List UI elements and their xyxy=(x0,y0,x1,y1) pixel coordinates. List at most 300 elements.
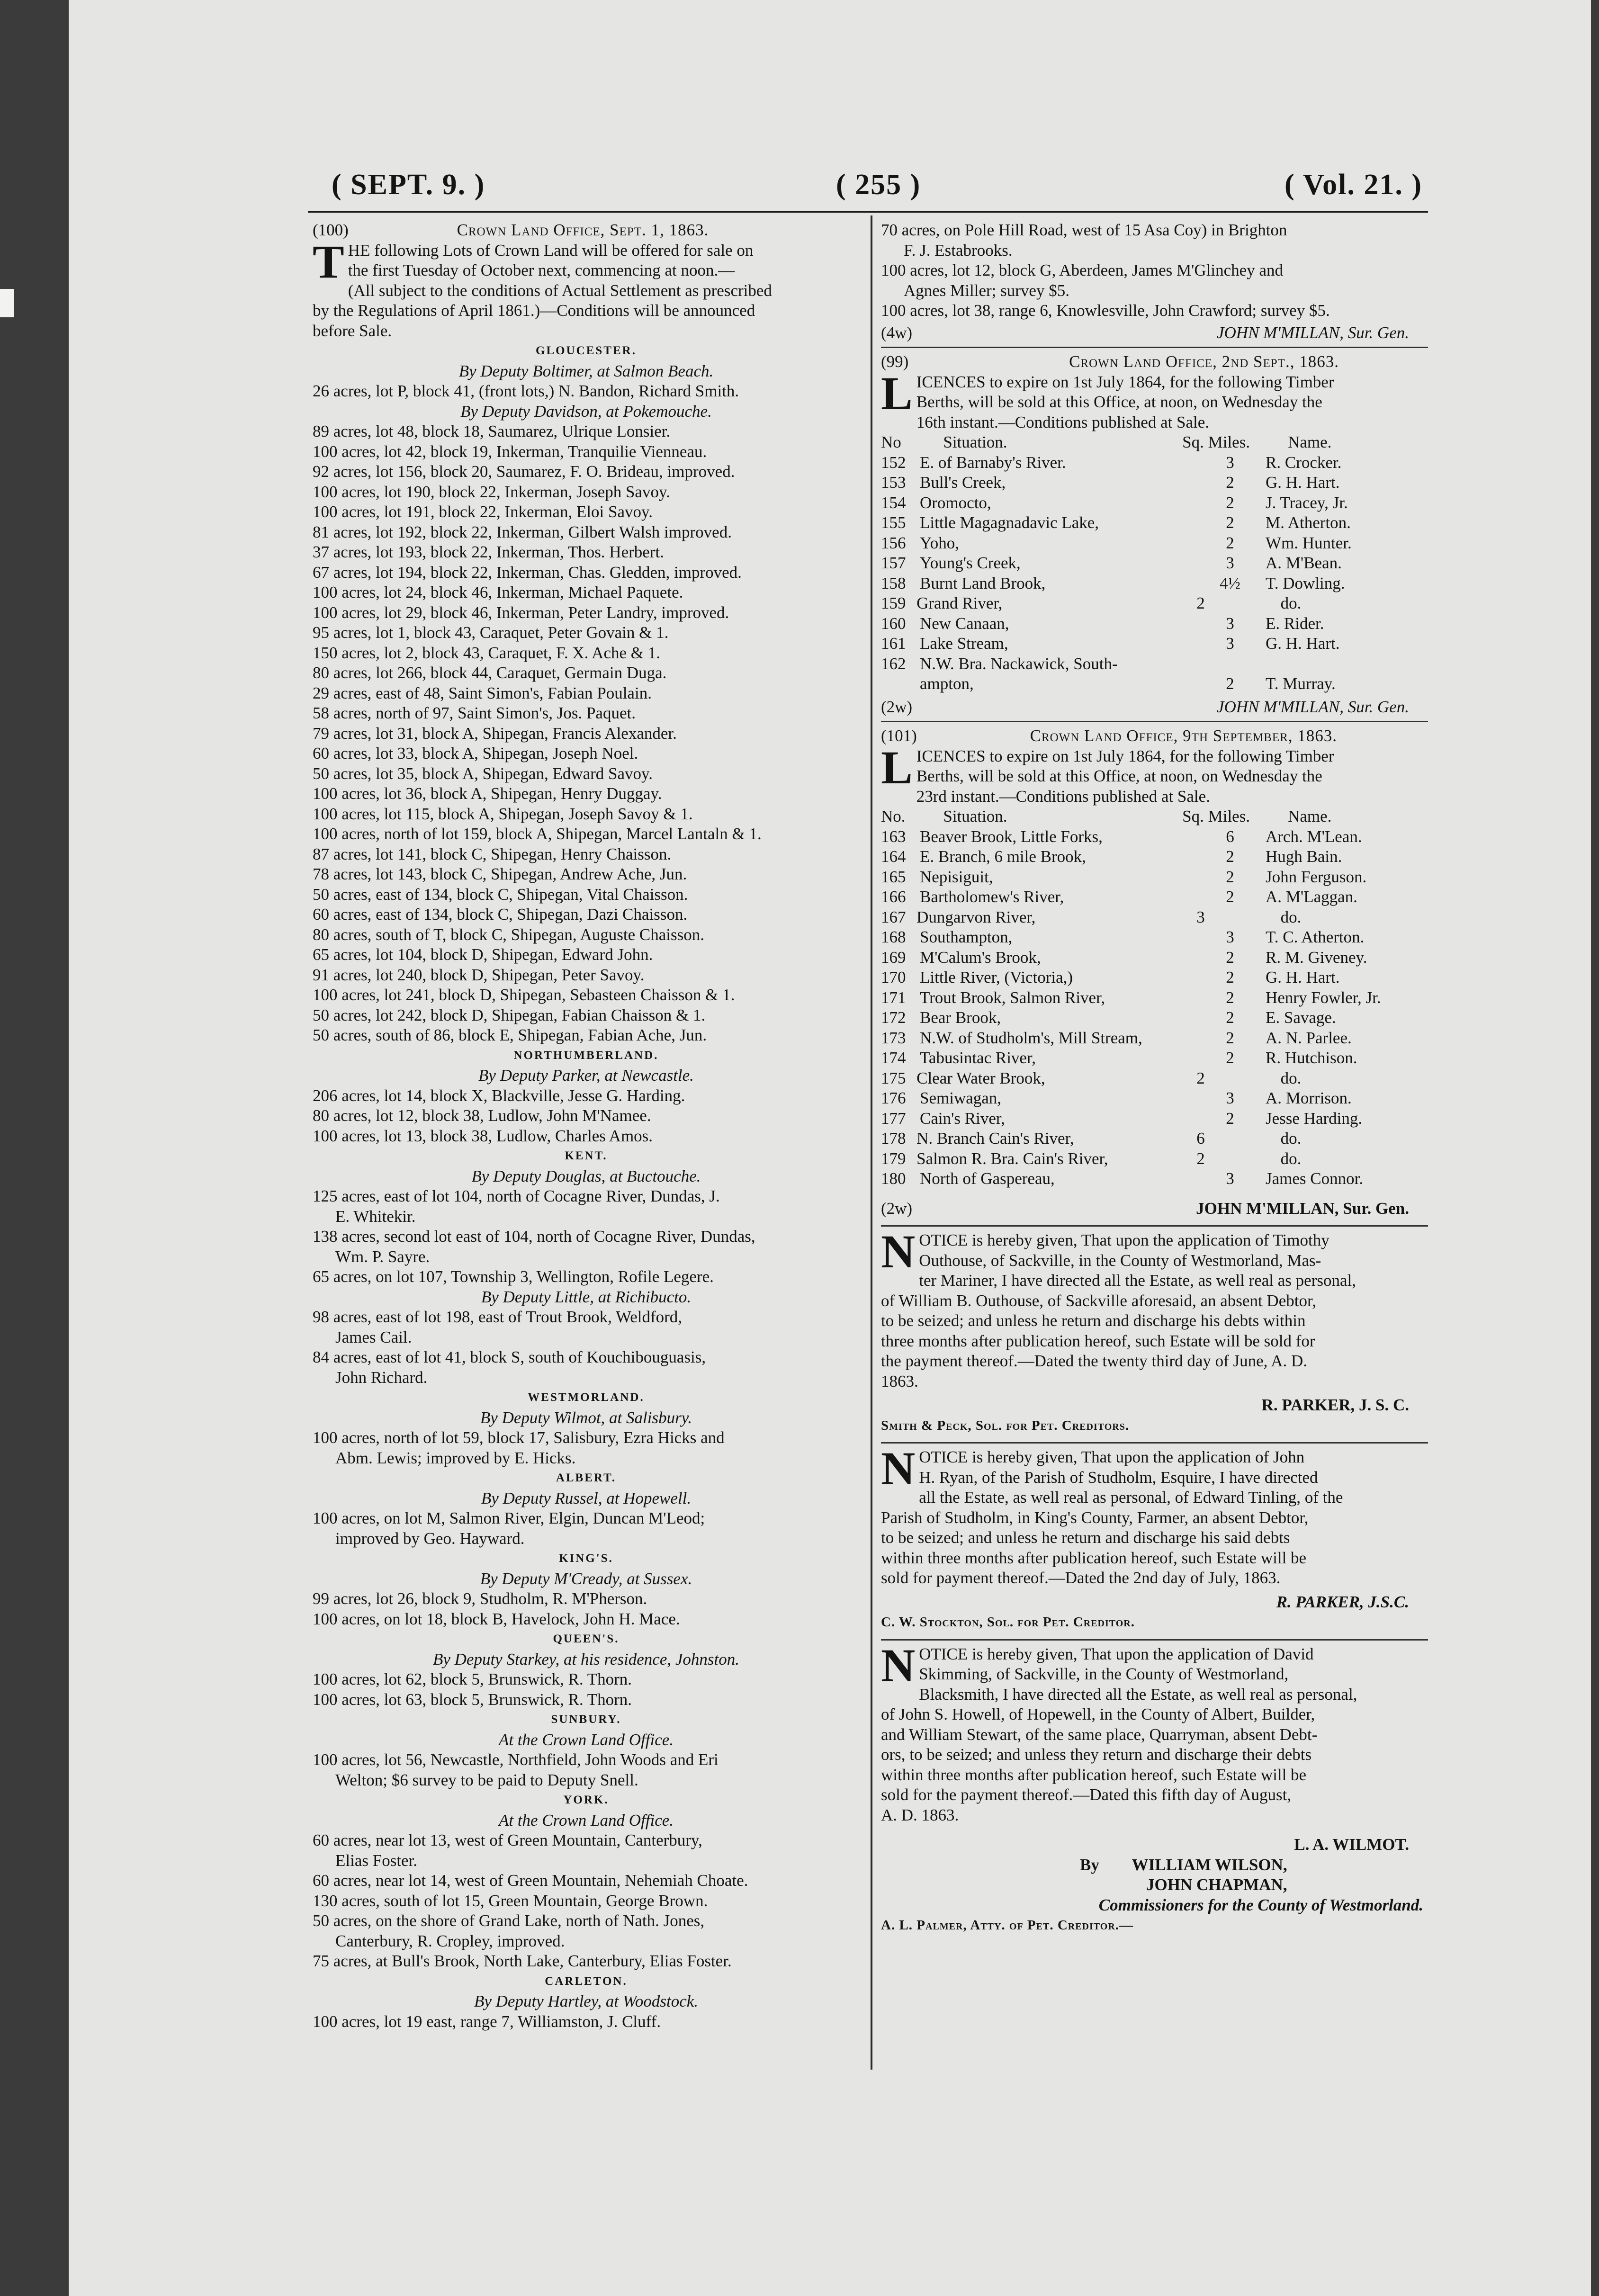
lot-entry: Elias Foster. xyxy=(335,1851,418,1870)
table-row xyxy=(881,614,1428,634)
deputy-line: By Deputy Russel, at Hopewell. xyxy=(481,1489,692,1507)
table-row xyxy=(881,513,1428,533)
berth-number: 177 xyxy=(881,1109,906,1128)
lot-entry: James Cail. xyxy=(335,1327,412,1346)
berth-number xyxy=(881,674,920,694)
deputy-line: By Deputy Douglas, at Buctouche. xyxy=(471,1166,701,1185)
lot-entry: 100 acres, north of lot 159, block A, Shipegan, Marcel Lantaln & 1. xyxy=(313,825,762,843)
lot-entry: 91 acres, lot 240, block D, Shipegan, Peter Savoy. xyxy=(313,965,645,984)
name-cell: T. Dowling. xyxy=(1266,574,1345,592)
situation-cell: Lake Stream, xyxy=(920,634,1008,653)
situation-cell: Little Magagnadavic Lake, xyxy=(920,513,1099,532)
name-cell: R. Crocker. xyxy=(1266,453,1342,472)
situation-cell: E. of Barnaby's River. xyxy=(920,453,1066,472)
surveyor-signature: JOHN M'MILLAN, Sur. Gen. xyxy=(1216,697,1409,716)
notice-100-header xyxy=(313,220,860,241)
lot-entry: John Richard. xyxy=(335,1368,428,1387)
situation-cell: Clear Water Brook, xyxy=(916,1068,1045,1087)
insertion-ref: (2w) xyxy=(881,1199,913,1218)
situation-cell: North of Gaspereau, xyxy=(920,1169,1055,1188)
lot-entry: 100 acres, lot 63, block 5, Brunswick, R. Thorn. xyxy=(313,1690,632,1709)
situation-cell: Burnt Land Brook, xyxy=(920,574,1046,592)
name-cell: G. H. Hart. xyxy=(1266,968,1340,987)
county-heading: WESTMORLAND. xyxy=(528,1391,645,1404)
name-cell: do. xyxy=(1280,1068,1302,1087)
sq-miles-cell: 2 xyxy=(1226,948,1234,967)
column-separator xyxy=(871,215,872,2070)
berth-number: 162 xyxy=(881,654,906,673)
sq-miles-cell: 2 xyxy=(1226,968,1234,987)
notice-text xyxy=(881,1639,1428,1826)
lot-entry: 50 acres, east of 134, block C, Shipegan, Vital Chaisson. xyxy=(313,885,688,904)
sq-miles-cell: 3 xyxy=(1226,453,1234,472)
insertion-ref: (4w) xyxy=(881,323,913,342)
situation-cell: Oromocto, xyxy=(920,493,991,512)
lot-entry: 99 acres, lot 26, block 9, Studholm, R. M'Pherson. xyxy=(313,1589,647,1608)
lot-entry: 50 acres, lot 35, block A, Shipegan, Edward Savoy. xyxy=(313,764,653,783)
situation-cell: Bear Brook, xyxy=(920,1008,1001,1027)
name-cell: Wm. Hunter. xyxy=(1266,533,1352,552)
divider xyxy=(881,1442,1428,1444)
intro-line: HE following Lots of Crown Land will be offered for sale on xyxy=(348,241,754,260)
commissioner-signatures xyxy=(881,1855,1428,1875)
commissioner-signature-1: L. A. WILMOT. xyxy=(1294,1835,1409,1854)
situation-cell: Salmon R. Bra. Cain's River, xyxy=(916,1149,1108,1168)
situation-cell: Cain's River, xyxy=(920,1109,1005,1128)
table-row xyxy=(881,827,1428,847)
notice-text xyxy=(881,1225,1428,1391)
commissioner-signature-3: JOHN CHAPMAN, xyxy=(1146,1875,1287,1894)
sq-miles-cell: 3 xyxy=(1196,907,1205,926)
drop-cap: N xyxy=(881,1639,916,1692)
lot-entry: 89 acres, lot 48, block 18, Saumarez, Ulrique Lonsier. xyxy=(313,422,671,440)
berth-number: 179 xyxy=(881,1149,906,1168)
berth-number: 169 xyxy=(881,948,906,967)
timber-berth-table xyxy=(881,827,1428,1189)
sq-miles-cell: 2 xyxy=(1226,988,1234,1007)
table-row xyxy=(881,927,1428,948)
lot-entry: 150 acres, lot 2, block 43, Caraquet, F. X. Ache & 1. xyxy=(313,643,660,662)
notice-101-header xyxy=(881,726,1428,746)
table-row xyxy=(881,1109,1428,1129)
notice-number: (101) xyxy=(881,726,917,745)
notice-99-signature-line xyxy=(881,697,1428,718)
col-sq-miles: Sq. Miles. xyxy=(1182,433,1250,451)
sq-miles-cell: 3 xyxy=(1226,1089,1234,1107)
situation-cell: New Canaan, xyxy=(920,614,1009,633)
sq-miles-cell: 6 xyxy=(1226,827,1234,846)
berth-number: 165 xyxy=(881,867,906,886)
name-cell: A. M'Laggan. xyxy=(1266,888,1357,906)
sq-miles-cell: 3 xyxy=(1226,928,1234,946)
deputy-line: By Deputy M'Cready, at Sussex. xyxy=(480,1569,692,1588)
sq-miles-cell: 2 xyxy=(1226,1028,1234,1047)
county-heading: KING'S. xyxy=(559,1552,613,1565)
page-edge-tab xyxy=(0,289,14,317)
situation-cell: Southampton, xyxy=(920,928,1013,946)
judge-signature: R. PARKER, J. S. C. xyxy=(1261,1396,1409,1414)
name-cell: G. H. Hart. xyxy=(1266,473,1340,492)
drop-cap: N xyxy=(881,1442,916,1495)
intro-line: Berths, will be sold at this Office, at noon, on Wednesday the xyxy=(916,767,1322,785)
table-row xyxy=(881,574,1428,594)
lot-entry: 100 acres, lot 19 east, range 7, Williamston, J. Cluff. xyxy=(313,2012,661,2031)
notice-101-signature-line xyxy=(881,1199,1428,1219)
county-heading: ALBERT. xyxy=(556,1471,617,1484)
lot-entry: 100 acres, lot 42, block 19, Inkerman, Tranquilie Vienneau. xyxy=(313,442,707,461)
sq-miles-cell xyxy=(1195,654,1266,674)
table-row xyxy=(881,634,1428,654)
col-situation: Situation. xyxy=(943,433,1007,451)
lot-entry: 60 acres, east of 134, block C, Shipegan, Dazi Chaisson. xyxy=(313,905,688,924)
lot-entry: 78 acres, lot 143, block C, Shipegan, Andrew Ache, Jun. xyxy=(313,865,687,883)
notice-text xyxy=(881,1442,1428,1588)
berth-number: 159 xyxy=(881,594,906,612)
situation-cell: N.W. Bra. Nackawick, South- xyxy=(920,654,1118,673)
intro-line: (All subject to the conditions of Actual Settlement as prescribed xyxy=(348,281,772,300)
lot-entry: 125 acres, east of lot 104, north of Cocagne River, Dundas, J. xyxy=(313,1187,720,1205)
left-column xyxy=(313,220,860,2032)
name-cell: Hugh Bain. xyxy=(1266,847,1342,866)
lot-entry: 98 acres, east of lot 198, east of Trout Brook, Weldford, xyxy=(313,1308,683,1326)
drop-cap: N xyxy=(881,1225,916,1278)
sq-miles-cell: 2 xyxy=(1226,1049,1234,1067)
notice-line: Parish of Studholm, in King's County, Farmer, an absent Debtor, xyxy=(881,1508,1309,1527)
name-cell: A. Morrison. xyxy=(1266,1089,1352,1107)
lot-entry: 100 acres, lot 24, block 46, Inkerman, Michael Paquete. xyxy=(313,583,683,601)
sq-miles-cell: 2 xyxy=(1196,1068,1205,1087)
commissioners-title: Commissioners for the County of Westmorland. xyxy=(1098,1895,1423,1914)
notice-line: Outhouse, of Sackville, in the County of Westmorland, Mas- xyxy=(919,1251,1321,1270)
notice-line: the payment thereof.—Dated the twenty third day of June, A. D. xyxy=(881,1352,1308,1370)
lot-entry: 58 acres, north of 97, Saint Simon's, Jos. Paquet. xyxy=(313,704,636,722)
notice-number: (99) xyxy=(881,352,909,371)
name-cell: Arch. M'Lean. xyxy=(1266,827,1362,846)
name-cell: J. Tracey, Jr. xyxy=(1266,493,1348,512)
notice-line: to be seized; and unless he return and discharge his said debts xyxy=(881,1528,1290,1547)
berth-number: 154 xyxy=(881,493,906,512)
berth-number: 152 xyxy=(881,453,906,472)
table-row xyxy=(881,533,1428,554)
deputy-line: By Deputy Little, at Richibucto. xyxy=(481,1287,692,1306)
intro-line: ICENCES to expire on 1st July 1864, for the following Timber xyxy=(916,372,1334,391)
divider xyxy=(881,1225,1428,1227)
table-row xyxy=(881,988,1428,1008)
situation-cell: Semiwagan, xyxy=(920,1089,1002,1107)
col-sq-miles: Sq. Miles. xyxy=(1182,807,1250,825)
name-cell: M. Atherton. xyxy=(1266,513,1351,532)
sq-miles-cell: 2 xyxy=(1226,473,1234,492)
notice-line: within three months after publication hereof, such Estate will be xyxy=(881,1548,1307,1567)
lot-entry: 80 acres, lot 266, block 44, Caraquet, Germain Duga. xyxy=(313,664,667,682)
deputy-line: By Deputy Hartley, at Woodstock. xyxy=(474,1992,699,2010)
lot-entry: 100 acres, lot 29, block 46, Inkerman, Peter Landry, improved. xyxy=(313,603,729,622)
judge-signature: R. PARKER, J.S.C. xyxy=(1276,1592,1409,1611)
lot-entry: 60 acres, near lot 13, west of Green Mountain, Canterbury, xyxy=(313,1831,702,1849)
notice-99-header xyxy=(881,352,1428,372)
berth-number: 167 xyxy=(881,907,906,926)
notice-skimming xyxy=(881,1639,1428,1826)
name-cell: do. xyxy=(1280,1149,1302,1168)
table-row xyxy=(881,968,1428,988)
table-row xyxy=(881,867,1428,888)
table-row xyxy=(881,887,1428,907)
notice-99-intro xyxy=(881,367,1428,433)
berth-number: 172 xyxy=(881,1008,906,1027)
berth-number: 176 xyxy=(881,1089,906,1107)
deputy-line: At the Crown Land Office. xyxy=(498,1811,674,1830)
lot-entry: 80 acres, lot 12, block 38, Ludlow, John M'Namee. xyxy=(313,1106,651,1125)
lot-entry: 100 acres, lot 191, block 22, Inkerman, Eloi Savoy. xyxy=(313,502,653,521)
col-no: No. xyxy=(881,807,906,825)
notice-line: to be seized; and unless he return and discharge his debts within xyxy=(881,1311,1306,1330)
berth-number: 157 xyxy=(881,554,906,572)
lot-entry: Agnes Miller; survey $5. xyxy=(904,281,1069,300)
notice-line: all the Estate, as well real as personal, of Edward Tinling, of the xyxy=(919,1488,1343,1507)
berth-number: 180 xyxy=(881,1169,906,1188)
lot-entry: 50 acres, on the shore of Grand Lake, north of Nath. Jones, xyxy=(313,1911,705,1930)
divider xyxy=(881,721,1428,722)
berth-number: 160 xyxy=(881,614,906,633)
county-heading: GLOUCESTER. xyxy=(536,344,637,357)
berth-number: 155 xyxy=(881,513,906,532)
berth-number: 173 xyxy=(881,1028,906,1047)
table-row xyxy=(881,1129,1428,1149)
notice-ryan xyxy=(881,1442,1428,1588)
table-row xyxy=(881,1149,1428,1169)
surveyor-signature: JOHN M'MILLAN, Sur. Gen. xyxy=(1196,1199,1409,1218)
solicitor-line: C. W. Stockton, Sol. for Pet. Creditor. xyxy=(881,1614,1135,1630)
berth-number: 158 xyxy=(881,574,906,592)
table-row xyxy=(881,493,1428,513)
table-row xyxy=(881,1169,1428,1189)
lot-entry: 37 acres, lot 193, block 22, Inkerman, Thos. Herbert. xyxy=(313,543,664,561)
situation-cell: Yoho, xyxy=(920,533,960,552)
notice-line: Blacksmith, I have directed all the Estate, as well real as personal, xyxy=(919,1685,1357,1704)
notice-line: OTICE is hereby given, That upon the application of Timothy xyxy=(919,1231,1330,1249)
lot-entry: improved by Geo. Hayward. xyxy=(335,1529,525,1548)
berth-number: 156 xyxy=(881,533,906,552)
berth-number: 171 xyxy=(881,988,906,1007)
lot-entry: 65 acres, lot 104, block D, Shipegan, Edward John. xyxy=(313,945,653,964)
continued-signature-line xyxy=(881,323,1428,343)
lot-entry: 50 acres, lot 242, block D, Shipegan, Fabian Chaisson & 1. xyxy=(313,1005,706,1024)
table-row xyxy=(881,593,1428,614)
county-heading: QUEEN'S. xyxy=(553,1632,620,1645)
name-cell: A. M'Bean. xyxy=(1266,554,1342,572)
sq-miles-cell: 2 xyxy=(1226,1008,1234,1027)
notice-line: three months after publication hereof, such Estate will be sold for xyxy=(881,1331,1315,1350)
table-row xyxy=(881,674,1428,694)
berth-number: 175 xyxy=(881,1068,906,1087)
notice-line: sold for payment thereof.—Dated the 2nd day of July, 1863. xyxy=(881,1569,1281,1587)
deputy-line: At the Crown Land Office. xyxy=(498,1730,674,1749)
table-row xyxy=(881,473,1428,493)
lot-entry: 100 acres, lot 36, block A, Shipegan, Henry Duggay. xyxy=(313,784,662,803)
lot-entry: 79 acres, lot 31, block A, Shipegan, Francis Alexander. xyxy=(313,724,677,743)
drop-cap: T xyxy=(313,235,344,288)
lot-entry: 67 acres, lot 194, block 22, Inkerman, Chas. Gledden, improved. xyxy=(313,563,742,582)
lot-entry: Wm. P. Sayre. xyxy=(335,1247,430,1266)
table-row xyxy=(881,1048,1428,1068)
sq-miles-cell: 2 xyxy=(1226,847,1234,866)
notice-line: Skimming, of Sackville, in the County of Westmorland, xyxy=(919,1665,1289,1683)
intro-line: the first Tuesday of October next, commencing at noon.— xyxy=(348,261,735,279)
lot-entry: 100 acres, lot 13, block 38, Ludlow, Charles Amos. xyxy=(313,1126,653,1145)
lot-entry: Welton; $6 survey to be paid to Deputy Snell. xyxy=(335,1770,638,1789)
lot-entry: 206 acres, lot 14, block X, Blackville, Jesse G. Harding. xyxy=(313,1086,685,1105)
situation-cell: N.W. of Studholm's, Mill Stream, xyxy=(920,1028,1142,1047)
lot-entry: Abm. Lewis; improved by E. Hicks. xyxy=(335,1448,576,1467)
name-cell: John Ferguson. xyxy=(1266,867,1367,886)
sq-miles-cell: 4½ xyxy=(1220,574,1240,592)
intro-text xyxy=(881,741,1428,807)
sq-miles-cell: 2 xyxy=(1196,594,1205,612)
table-row xyxy=(881,1088,1428,1109)
name-cell: E. Rider. xyxy=(1266,614,1324,633)
situation-cell: Young's Creek, xyxy=(920,554,1021,572)
situation-cell: M'Calum's Brook, xyxy=(920,948,1041,967)
lot-entry: 100 acres, on lot 18, block B, Havelock, John H. Mace. xyxy=(313,1609,680,1628)
sq-miles-cell: 3 xyxy=(1226,634,1234,653)
berth-number: 178 xyxy=(881,1129,906,1148)
berth-number: 170 xyxy=(881,968,906,987)
sq-miles-cell: 2 xyxy=(1226,867,1234,886)
notice-line: and William Stewart, of the same place, Quarryman, absent Debt- xyxy=(881,1725,1318,1744)
situation-cell: Trout Brook, Salmon River, xyxy=(920,988,1105,1007)
table-row xyxy=(881,553,1428,574)
notice-line: of John S. Howell, of Hopewell, in the County of Albert, Builder, xyxy=(881,1705,1315,1723)
intro-line: by the Regulations of April 1861.)—Conditions will be announced xyxy=(313,301,755,320)
intro-line: before Sale. xyxy=(313,321,392,340)
lot-entry: 100 acres, lot 12, block G, Aberdeen, James M'Glinchey and xyxy=(881,261,1284,279)
name-cell: R. Hutchison. xyxy=(1266,1049,1357,1067)
situation-cell: Nepisiguit, xyxy=(920,867,993,886)
divider xyxy=(881,347,1428,348)
notice-number: (100) xyxy=(313,221,349,239)
header-page-number: ( 255 ) xyxy=(836,169,921,201)
table-row xyxy=(881,907,1428,928)
notice-line: OTICE is hereby given, That upon the application of John xyxy=(919,1448,1305,1466)
name-cell: T. C. Atherton. xyxy=(1266,928,1365,946)
col-no: No xyxy=(881,433,901,451)
intro-line: 23rd instant.—Conditions published at Sale. xyxy=(916,787,1210,806)
deputy-line: By Deputy Davidson, at Pokemouche. xyxy=(460,402,712,421)
by-label: By xyxy=(1080,1855,1099,1874)
name-cell: do. xyxy=(1280,594,1302,612)
col-name: Name. xyxy=(1288,807,1332,825)
sq-miles-cell: 2 xyxy=(1226,888,1234,906)
insertion-ref: (2w) xyxy=(881,697,913,716)
intro-text xyxy=(313,235,860,341)
county-heading: CARLETON. xyxy=(545,1974,628,1988)
situation-cell: Dungarvon River, xyxy=(916,907,1036,926)
situation-cell: Tabusintac River, xyxy=(920,1049,1036,1067)
county-heading: SUNBURY. xyxy=(551,1713,621,1726)
table-row xyxy=(881,1068,1428,1089)
notice-line: A. D. 1863. xyxy=(881,1805,959,1824)
notice-line: 1863. xyxy=(881,1372,918,1390)
header-volume: ( Vol. 21. ) xyxy=(1285,169,1422,201)
right-column xyxy=(881,220,1428,1936)
sq-miles-cell: 2 xyxy=(1226,533,1234,552)
lot-entry: 81 acres, lot 192, block 22, Inkerman, Gilbert Walsh improved. xyxy=(313,522,732,541)
berth-number: 153 xyxy=(881,473,906,492)
lot-entry: 65 acres, on lot 107, Township 3, Wellington, Rofile Legere. xyxy=(313,1267,714,1286)
continued-lots xyxy=(881,220,1428,321)
lot-sections xyxy=(313,341,860,2032)
lot-entry: 100 acres, lot 38, range 6, Knowlesville, John Crawford; survey $5. xyxy=(881,301,1330,320)
lot-entry: F. J. Estabrooks. xyxy=(904,241,1013,260)
lot-entry: 92 acres, lot 156, block 20, Saumarez, F. O. Brideau, improved. xyxy=(313,462,735,481)
notice-line: OTICE is hereby given, That upon the application of David xyxy=(919,1644,1314,1663)
table-row xyxy=(881,948,1428,968)
col-situation: Situation. xyxy=(943,807,1007,825)
lot-entry: 138 acres, second lot east of 104, north of Cocagne River, Dundas, xyxy=(313,1227,755,1246)
berth-number: 168 xyxy=(881,928,906,946)
surveyor-signature: JOHN M'MILLAN, Sur. Gen. xyxy=(1216,323,1409,342)
lot-entry: 100 acres, lot 56, Newcastle, Northfield, John Woods and Eri xyxy=(313,1750,719,1769)
lot-entry: 84 acres, east of lot 41, block S, south of Kouchibouguasis, xyxy=(313,1348,706,1366)
lot-entry: 100 acres, lot 241, block D, Shipegan, Sebasteen Chaisson & 1. xyxy=(313,986,735,1004)
notice-line: ors, to be seized; and unless they return and discharge their debts xyxy=(881,1745,1312,1764)
drop-cap: L xyxy=(881,741,913,794)
lot-entry: 87 acres, lot 141, block C, Shipegan, Henry Chaisson. xyxy=(313,844,672,863)
lot-entry: 50 acres, south of 86, block E, Shipegan, Fabian Ache, Jun. xyxy=(313,1026,707,1044)
table-row xyxy=(881,1028,1428,1049)
lot-entry: 100 acres, north of lot 59, block 17, Salisbury, Ezra Hicks and xyxy=(313,1428,725,1447)
berth-number: 163 xyxy=(881,827,906,846)
office-dateline: Crown Land Office, Sept. 1, 1863. xyxy=(457,221,709,239)
table-row xyxy=(881,654,1428,674)
deputy-line: By Deputy Boltimer, at Salmon Beach. xyxy=(458,361,714,380)
lot-entry: 29 acres, east of 48, Saint Simon's, Fabian Poulain. xyxy=(313,683,652,702)
deputy-line: By Deputy Wilmot, at Salisbury. xyxy=(480,1408,692,1427)
name-cell xyxy=(1266,654,1427,674)
intro-line: 16th instant.—Conditions published at Sale. xyxy=(916,413,1210,431)
situation-cell: N. Branch Cain's River, xyxy=(916,1129,1074,1148)
name-cell: R. M. Giveney. xyxy=(1266,948,1367,967)
lot-entry: 70 acres, on Pole Hill Road, west of 15 Asa Coy) in Brighton xyxy=(881,221,1287,239)
situation-cell: Bartholomew's River, xyxy=(920,888,1064,906)
table-row xyxy=(881,847,1428,867)
sq-miles-cell: 2 xyxy=(1226,1109,1234,1128)
table-row xyxy=(881,453,1428,473)
county-heading: NORTHUMBERLAND. xyxy=(513,1049,659,1062)
berth-number: 164 xyxy=(881,847,906,866)
sq-miles-cell: 2 xyxy=(1226,674,1234,693)
lot-entry: 75 acres, at Bull's Brook, North Lake, Canterbury, Elias Foster. xyxy=(313,1952,732,1970)
lot-entry: 95 acres, lot 1, block 43, Caraquet, Peter Govain & 1. xyxy=(313,623,669,642)
intro-line: Berths, will be sold at this Office, at noon, on Wednesday the xyxy=(916,393,1322,411)
office-dateline: Crown Land Office, 2nd Sept., 1863. xyxy=(1069,352,1339,371)
office-dateline: Crown Land Office, 9th September, 1863. xyxy=(1030,726,1338,745)
table-header xyxy=(881,432,1428,453)
lot-entry: Canterbury, R. Cropley, improved. xyxy=(335,1931,565,1950)
lot-entry: 80 acres, south of T, block C, Shipegan, Auguste Chaisson. xyxy=(313,925,704,944)
lot-entry: 60 acres, lot 33, block A, Shipegan, Joseph Noel. xyxy=(313,744,638,762)
situation-cell: Grand River, xyxy=(916,594,1003,612)
notice-outhouse xyxy=(881,1225,1428,1391)
lot-entry: 100 acres, lot 62, block 5, Brunswick, R. Thorn. xyxy=(313,1670,632,1688)
lot-entry: 60 acres, near lot 14, west of Green Mountain, Nehemiah Choate. xyxy=(313,1871,748,1890)
name-cell: G. H. Hart. xyxy=(1266,634,1340,653)
sq-miles-cell: 2 xyxy=(1226,513,1234,532)
name-cell: James Connor. xyxy=(1266,1169,1364,1188)
name-cell: Henry Fowler, Jr. xyxy=(1266,988,1381,1007)
table-row xyxy=(881,1008,1428,1028)
intro-line: ICENCES to expire on 1st July 1864, for the following Timber xyxy=(916,746,1334,765)
